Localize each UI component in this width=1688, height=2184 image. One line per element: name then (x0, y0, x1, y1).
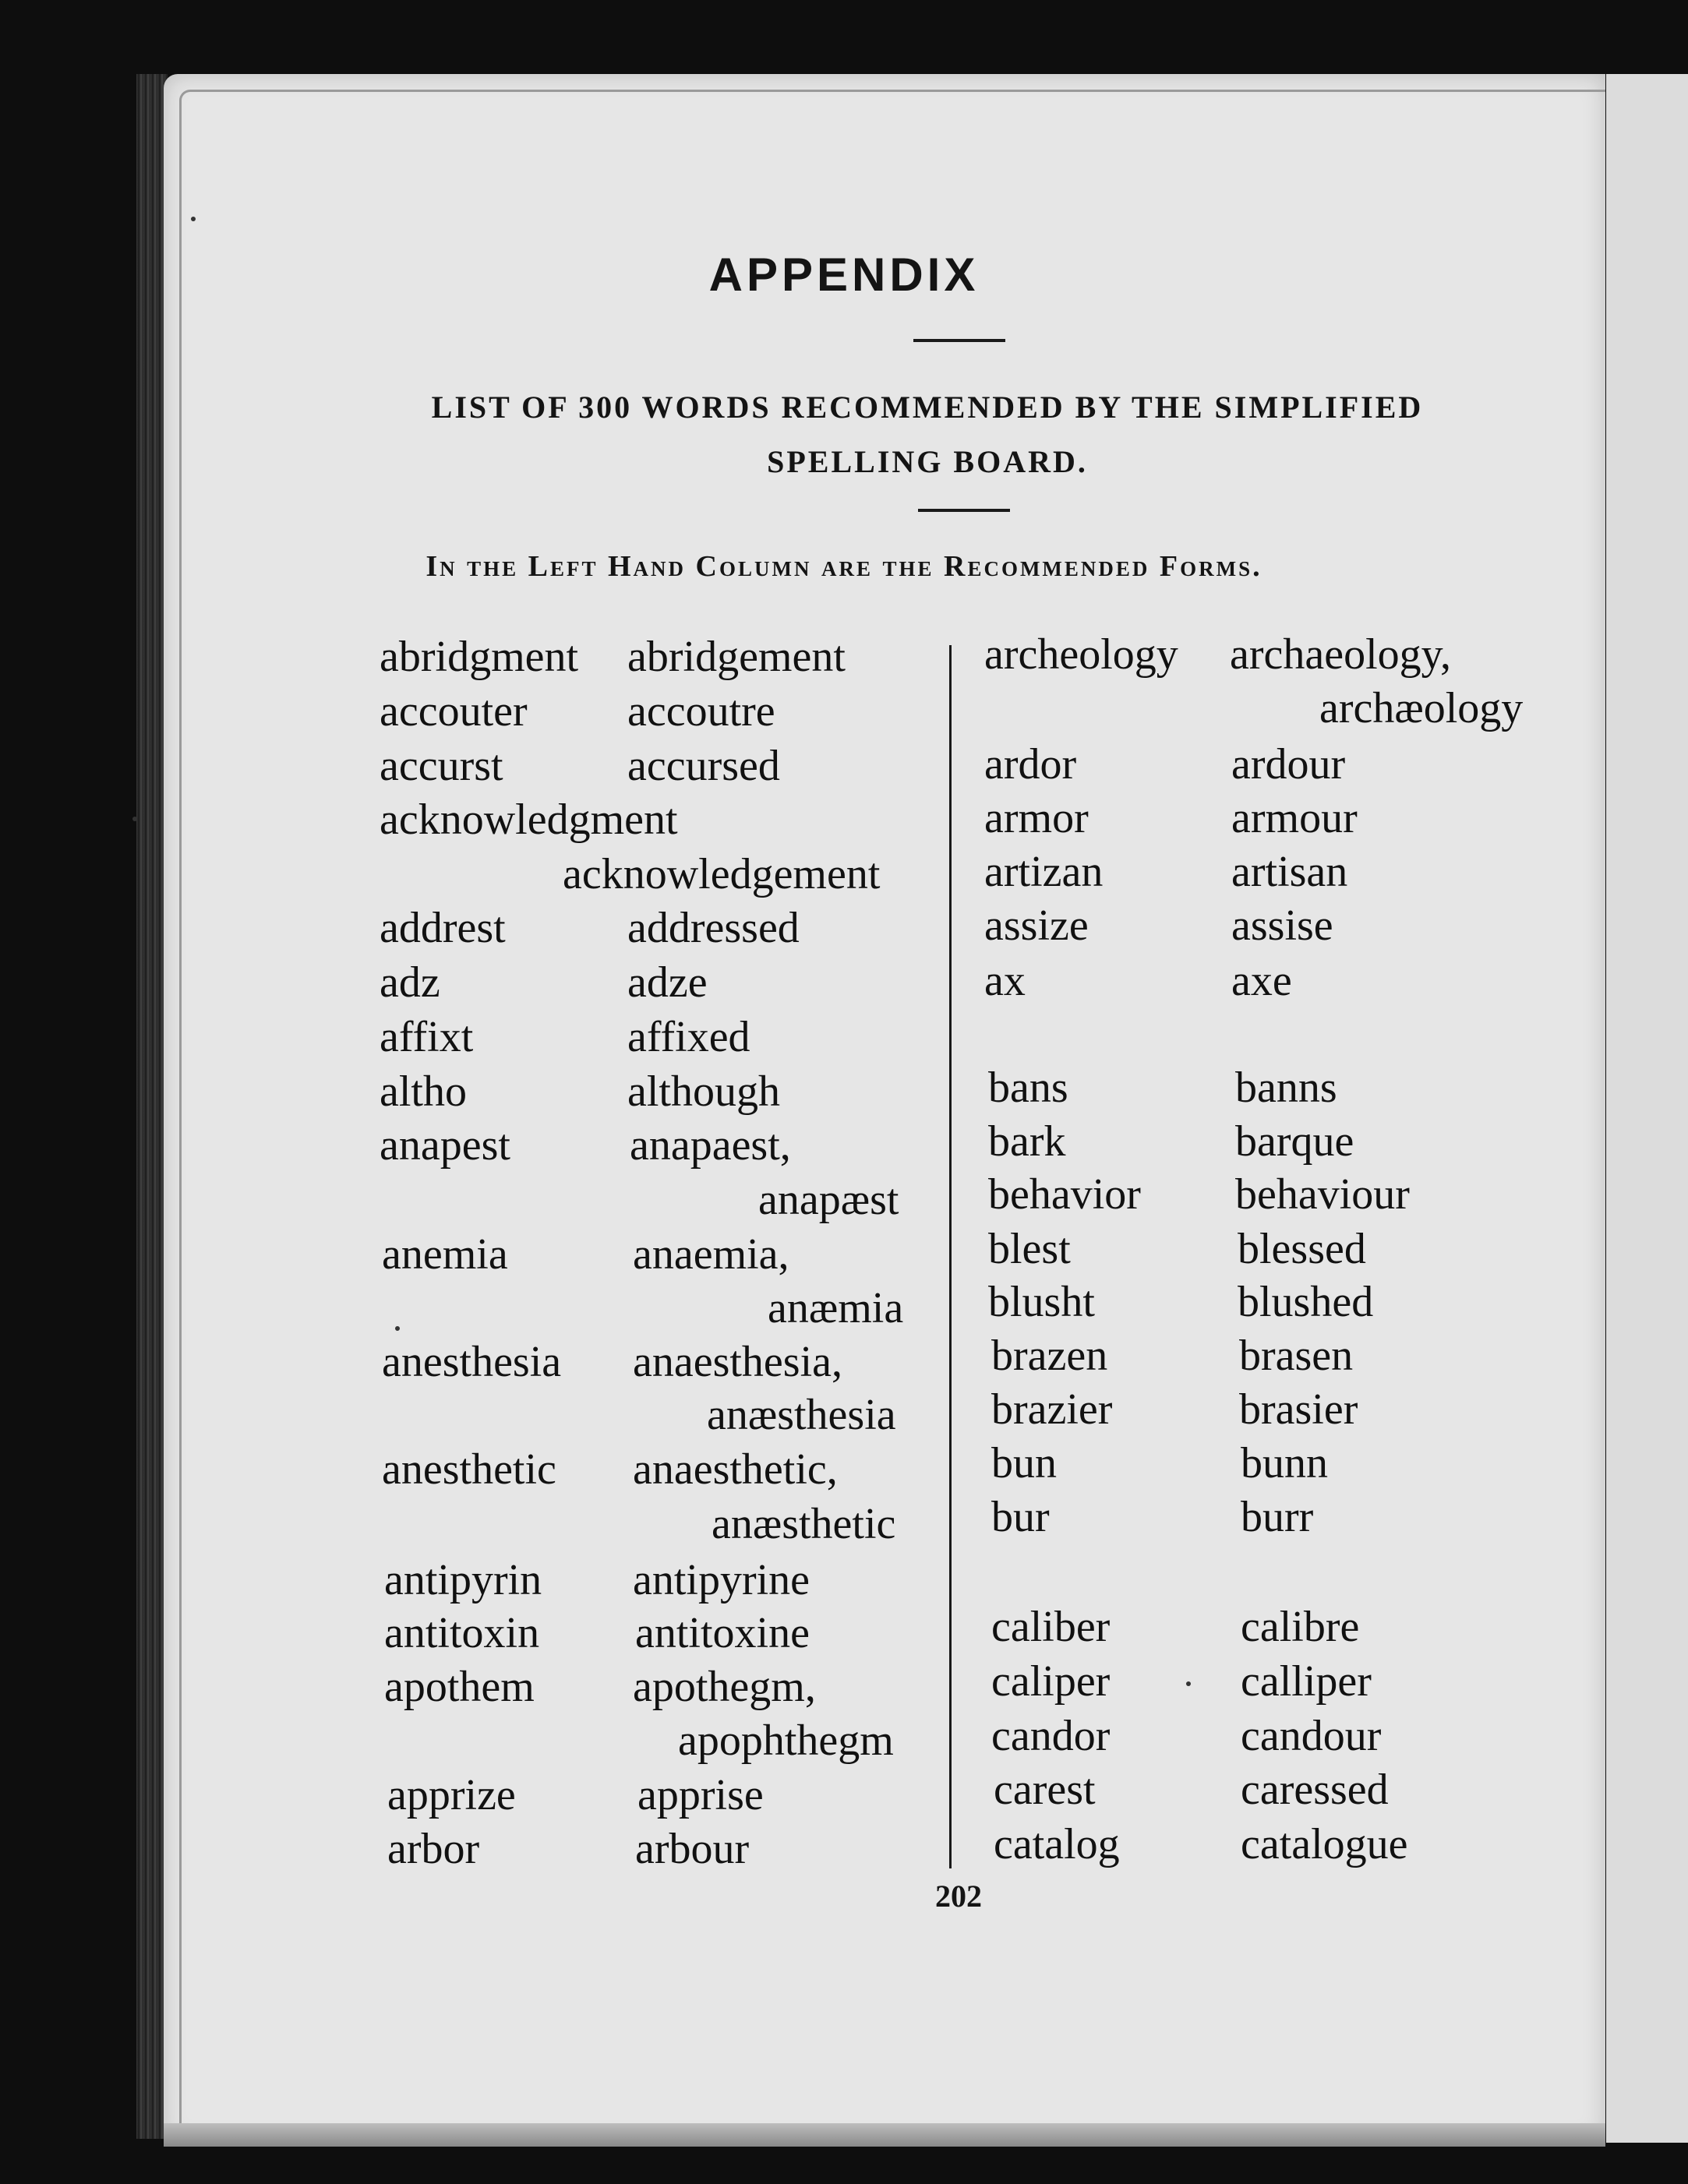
ink-speck (395, 1326, 400, 1331)
standard-word: although (627, 1067, 780, 1116)
recommended-word: anesthesia (382, 1338, 562, 1386)
recommended-word: bans (988, 1064, 1068, 1112)
standard-word: anæsthesia (707, 1391, 896, 1439)
subtitle-rule (918, 509, 1010, 512)
list-subtitle (335, 380, 1520, 489)
standard-word: anaemia, (633, 1230, 789, 1279)
column-note: In the Left Hand Column are the Recommended Forms. (426, 550, 1262, 583)
recommended-word: apothem (384, 1663, 535, 1711)
standard-word: antipyrine (633, 1556, 810, 1604)
recommended-word: bun (991, 1439, 1057, 1487)
recommended-word: carest (994, 1766, 1096, 1814)
standard-word: brasen (1239, 1332, 1354, 1380)
recommended-word: affixt (380, 1013, 474, 1061)
recommended-word: antipyrin (384, 1556, 542, 1604)
recommended-word: bark (988, 1117, 1066, 1166)
ink-speck (191, 217, 196, 221)
recommended-word: addrest (380, 904, 506, 952)
standard-word: candour (1241, 1712, 1382, 1760)
standard-word: calibre (1241, 1603, 1360, 1651)
subtitle-line-2: SPELLING BOARD. (767, 444, 1088, 479)
recommended-word: archeology (984, 630, 1178, 679)
column-divider (949, 645, 952, 1868)
standard-word: archaeology, (1230, 630, 1451, 679)
standard-word: abridgement (627, 633, 846, 681)
standard-word: axe (1231, 957, 1292, 1005)
page-bottom-edge (164, 2123, 1605, 2147)
standard-word: archæology (1319, 684, 1524, 732)
recommended-word: altho (380, 1067, 467, 1116)
page-title: APPENDIX (708, 249, 980, 301)
recommended-word: anapest (380, 1121, 510, 1170)
standard-word: accoutre (627, 687, 775, 736)
standard-word: barque (1235, 1117, 1354, 1166)
recommended-word: blest (988, 1225, 1071, 1273)
standard-word: blushed (1238, 1278, 1374, 1326)
standard-word: affixed (627, 1013, 750, 1061)
standard-word: behaviour (1235, 1170, 1410, 1219)
standard-word: accursed (627, 742, 780, 790)
recommended-word: abridgment (380, 633, 579, 681)
recommended-word: accurst (380, 742, 503, 790)
standard-word: anæmia (768, 1284, 904, 1332)
recommended-word: blusht (988, 1278, 1095, 1326)
recommended-word: accouter (380, 687, 528, 736)
standard-word: addressed (627, 904, 800, 952)
facing-page-sliver (1605, 74, 1688, 2143)
recommended-word: artizan (984, 848, 1104, 896)
recommended-word: armor (984, 794, 1089, 842)
standard-word: catalogue (1241, 1820, 1408, 1868)
standard-word: acknowledgement (563, 850, 881, 898)
subtitle-line-1: LIST OF 300 WORDS RECOMMENDED BY THE SIMPLIFIED (431, 390, 1424, 425)
ink-speck (132, 817, 137, 821)
recommended-word: adz (380, 958, 440, 1007)
recommended-word: brazier (991, 1385, 1113, 1434)
recommended-word: candor (991, 1712, 1111, 1760)
recommended-word: caliber (991, 1603, 1111, 1651)
recommended-word: bur (991, 1493, 1050, 1541)
standard-word: assise (1231, 901, 1333, 950)
recommended-word: anemia (382, 1230, 508, 1279)
recommended-word: caliper (991, 1657, 1111, 1706)
standard-word: anapæst (758, 1176, 899, 1224)
standard-word: ardour (1231, 740, 1346, 789)
standard-word: armour (1231, 794, 1358, 842)
recommended-word: arbor (387, 1825, 480, 1873)
standard-word: caressed (1241, 1766, 1389, 1814)
standard-word: anæsthetic (712, 1500, 896, 1548)
recommended-word: brazen (991, 1332, 1108, 1380)
recommended-word: catalog (994, 1820, 1120, 1868)
standard-word: banns (1235, 1064, 1337, 1112)
standard-word: arbour (635, 1825, 750, 1873)
ink-speck (1186, 1681, 1191, 1686)
recommended-word: ax (984, 957, 1026, 1005)
standard-word: apophthegm (678, 1717, 894, 1765)
recommended-word: acknowledgment (380, 796, 678, 844)
standard-word: apothegm, (633, 1663, 816, 1711)
standard-word: anaesthetic, (633, 1445, 838, 1494)
standard-word: anapaest, (630, 1121, 791, 1170)
recommended-word: apprize (387, 1771, 516, 1819)
recommended-word: assize (984, 901, 1089, 950)
standard-word: brasier (1239, 1385, 1358, 1434)
recommended-word: anesthetic (382, 1445, 556, 1494)
standard-word: adze (627, 958, 708, 1007)
standard-word: anaesthesia, (633, 1338, 842, 1386)
standard-word: artisan (1231, 848, 1348, 896)
standard-word: apprise (637, 1771, 764, 1819)
page-stack-edge (136, 74, 168, 2139)
page-number: 202 (935, 1879, 982, 1914)
standard-word: bunn (1241, 1439, 1328, 1487)
recommended-word: ardor (984, 740, 1077, 789)
recommended-word: antitoxin (384, 1609, 540, 1657)
title-rule (913, 339, 1005, 342)
recommended-word: behavior (988, 1170, 1141, 1219)
standard-word: blessed (1238, 1225, 1366, 1273)
standard-word: calliper (1241, 1657, 1372, 1706)
standard-word: burr (1241, 1493, 1314, 1541)
standard-word: antitoxine (635, 1609, 810, 1657)
